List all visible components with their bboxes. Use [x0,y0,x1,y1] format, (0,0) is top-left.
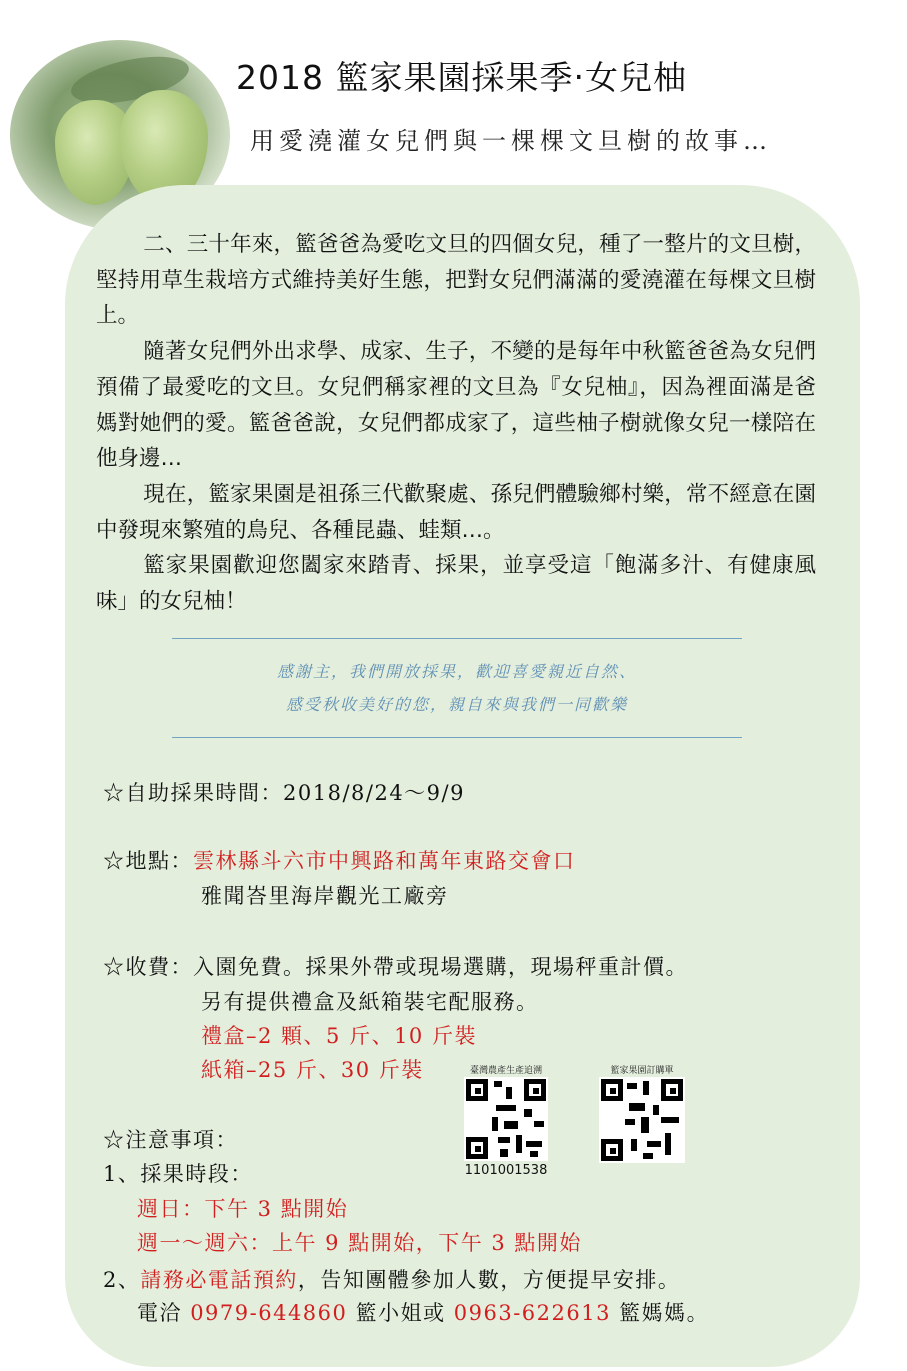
phone-2[interactable]: 0963-622613 [453,1301,611,1325]
note-2-rest: ，告知團體參加人數，方便提早安排。 [297,1268,681,1292]
picking-time [103,777,465,807]
fee-line-1: 入園免費。採果外帶或現場選購，現場秤重計價。 [193,955,688,979]
fee-line-2: 另有提供禮盒及紙箱裝宅配服務。 [201,990,539,1014]
contact-prefix: 電洽 [137,1301,191,1325]
story-paragraph: 隨著女兒們外出求學、成家、生子，不變的是每年中秋籃爸爸為女兒們預備了最愛吃的文旦。女兒們稱家裡的文旦為『女兒柚』，因為裡面滿是爸媽對她們的愛。籃爸爸說，女兒們都成家了，這些柚子樹就像女兒一樣陪在他身邊… [96,339,816,472]
qr-order-form [594,1063,690,1163]
note-1-label: 1、採果時段： [103,1162,253,1186]
location-label: ☆地點： [103,849,193,873]
story-text [96,227,816,620]
story-paragraph: 二、三十年來，籃爸爸為愛吃文旦的四個女兒，種了一整片的文旦樹，堅持用草生栽培方式維持美好生態，把對女兒們滿滿的愛澆灌在每棵文旦樹上。 [96,232,816,329]
note-2-prefix: 2、 [103,1268,141,1292]
contact-mid: 籃小姐或 [347,1301,454,1325]
location-landmark: 雅聞峇里海岸觀光工廠旁 [201,884,449,908]
qr-traceability [458,1063,554,1178]
note-1-weekday: 週一～週六：上午 9 點開始，下午 3 點開始 [137,1231,582,1255]
page-subtitle: 用愛澆灌女兒們與一棵棵文旦樹的故事… [250,127,772,155]
qr-code-icon [464,1077,548,1161]
qr-caption: 籃家果園訂購單 [610,1066,674,1076]
thanks-line-2: 感受秋收美好的您，親自來與我們一同歡樂 [285,695,628,714]
qr-code-icon [599,1077,685,1163]
phone-1[interactable]: 0979-644860 [190,1301,348,1325]
note-1-sunday: 週日：下午 3 點開始 [137,1197,349,1221]
contact-line [137,1297,709,1327]
location-address: 雲林縣斗六市中興路和萬年東路交會口 [193,849,576,873]
fee-label: ☆收費： [103,955,193,979]
page-title: 2018 籃家果園採果季‧女兒柚 [236,58,687,97]
story-paragraph: 籃家果園歡迎您闔家來踏青、採果，並享受這「飽滿多汁、有健康風味」的女兒柚！ [96,553,816,615]
note-2-reservation: 請務必電話預約 [140,1268,298,1292]
note-2 [103,1264,680,1294]
contact-suffix: 籃媽媽。 [610,1301,710,1325]
fee [103,951,688,981]
story-paragraph: 現在，籃家果園是祖孫三代歡聚處、孫兒們體驗鄉村樂，常不經意在園中發現來繁殖的鳥兒、各種昆蟲、蛙類…。 [96,481,816,543]
thanks-line-1: 感謝主，我們開放採果，歡迎喜愛親近自然、 [276,662,637,681]
divider-top [172,638,742,639]
divider-bottom [172,737,742,738]
picking-time-label: ☆自助採果時間： [103,781,283,805]
notes-heading: ☆注意事項： [103,1128,238,1152]
gift-box-option: 禮盒–2 顆、5 斤、10 斤裝 [201,1024,477,1048]
carton-option: 紙箱–25 斤、30 斤裝 [201,1058,424,1082]
picking-time-value: 2018/8/24～9/9 [283,781,465,805]
qr-caption: 臺灣農產生產追溯 [469,1066,542,1076]
qr-number: 1101001538 [464,1163,548,1178]
location [103,845,576,875]
